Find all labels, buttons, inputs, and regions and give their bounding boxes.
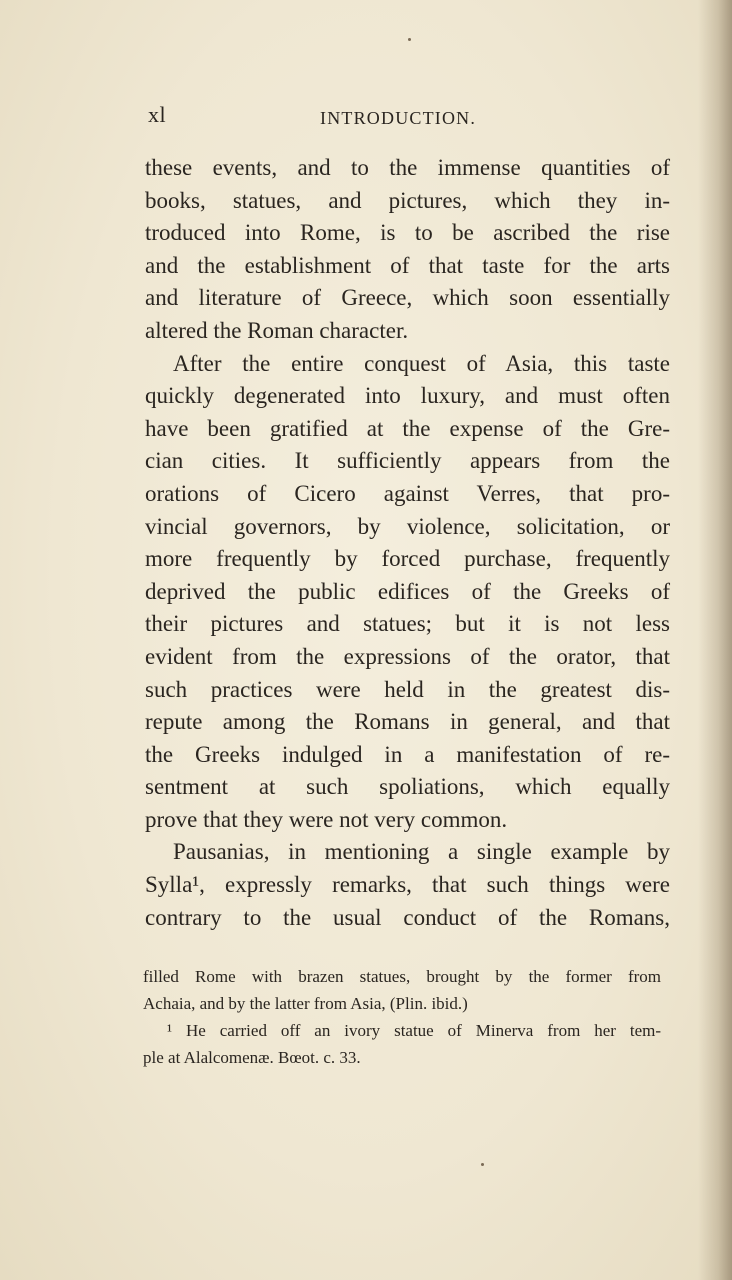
footnotes [143,963,661,1071]
paper-speck [408,38,411,41]
text-line: vincial governors, by violence, solicitation, or [145,513,670,539]
text-line: and the establishment of that taste for the arts [145,252,670,278]
text-line: evident from the expressions of the orator, that [145,643,670,669]
text-line: orations of Cicero against Verres, that pro- [145,480,670,506]
text-line: have been gratified at the expense of the Gre- [145,415,670,441]
text-line: such practices were held in the greatest dis- [145,676,670,702]
text-line: prove that they were not very common. [145,806,508,832]
footnote-line: ple at Alalcomenæ. Bœot. c. 33. [143,1048,361,1067]
text-line: contrary to the usual conduct of the Romans, [145,904,670,930]
text-line: cian cities. It sufficiently appears from the [145,448,670,474]
text-line: quickly degenerated into luxury, and must often [145,383,670,409]
text-line: books, statues, and pictures, which they in- [145,187,670,213]
footnote-line: Achaia, and by the latter from Asia, (Plin. ibid.) [143,994,468,1013]
text-line: After the entire conquest of Asia, this taste [173,350,670,376]
footnote-line: filled Rome with brazen statues, brought by the former from [143,967,661,986]
page-gutter-shadow [698,0,732,1280]
running-head: INTRODUCTION. [320,108,477,128]
text-line: more frequently by forced purchase, frequently [145,546,670,572]
text-line: their pictures and statues; but it is not less [145,611,670,637]
text-line: sentment at such spoliations, which equally [145,774,670,800]
paper-speck [481,1163,484,1166]
text-line: altered the Roman character. [145,317,409,343]
text-line: troduced into Rome, is to be ascribed the rise [145,220,670,246]
text-line: deprived the public edifices of the Greeks of [145,578,670,604]
text-line: Pausanias, in mentioning a single example by [173,839,670,865]
text-line: and literature of Greece, which soon essentially [145,285,670,311]
body-text [145,152,670,934]
text-line: the Greeks indulged in a manifestation of re- [145,741,670,767]
page-number: xl [148,102,167,127]
text-line: Sylla¹, expressly remarks, that such things were [145,872,670,898]
page-header [148,102,668,132]
text-line: repute among the Romans in general, and that [145,709,670,735]
footnote-line: ¹ He carried off an ivory statue of Minerva from her tem- [167,1021,661,1040]
text-line: these events, and to the immense quantities of [145,155,670,180]
